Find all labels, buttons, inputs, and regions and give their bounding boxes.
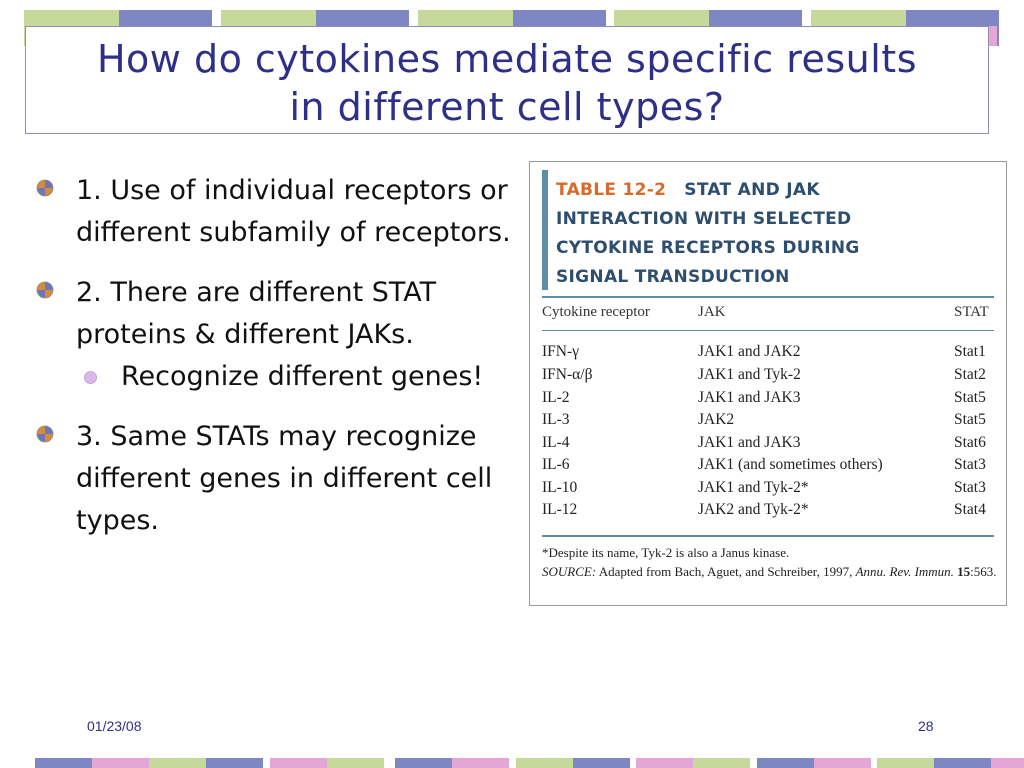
cell-receptor: IFN-γ bbox=[542, 343, 579, 360]
bullet-item-2 bbox=[36, 272, 536, 356]
cell-jak: JAK1 (and sometimes others) bbox=[698, 456, 883, 473]
bullet-sphere-icon bbox=[36, 179, 54, 197]
cell-receptor: IL-3 bbox=[542, 411, 570, 428]
source-journal: Annu. Rev. Immun. bbox=[855, 564, 954, 579]
table-row bbox=[530, 389, 1008, 412]
table-rule bbox=[542, 535, 994, 537]
table-row bbox=[530, 456, 1008, 479]
cell-jak: JAK2 and Tyk-2* bbox=[698, 501, 809, 518]
sub-bullet-item bbox=[76, 356, 536, 398]
slide-title bbox=[26, 35, 988, 131]
column-header-receptor: Cytokine receptor bbox=[542, 304, 650, 320]
cell-receptor: IL-2 bbox=[542, 389, 570, 406]
table-accent-bar bbox=[542, 170, 548, 290]
cell-receptor: IL-4 bbox=[542, 434, 570, 451]
table-header bbox=[542, 170, 1007, 290]
title-line-2: in different cell types? bbox=[289, 85, 725, 129]
table-row bbox=[530, 479, 1008, 502]
cell-stat: Stat2 bbox=[954, 366, 986, 383]
source-volume: 15 bbox=[957, 564, 971, 579]
cell-stat: Stat6 bbox=[954, 434, 986, 451]
table-footnote: *Despite its name, Tyk-2 is also a Janus kinase. bbox=[542, 545, 790, 560]
cell-jak: JAK1 and JAK3 bbox=[698, 434, 801, 451]
bullet-sphere-icon bbox=[36, 425, 54, 443]
cell-stat: Stat3 bbox=[954, 456, 986, 473]
bottom-decorative-band bbox=[0, 758, 1024, 768]
cell-receptor: IL-10 bbox=[542, 479, 578, 496]
cell-receptor: IL-12 bbox=[542, 501, 578, 518]
sub-bullet-dot-icon bbox=[84, 371, 97, 384]
source-text: Adapted from Bach, Aguet, and Schreiber, 1997, bbox=[598, 564, 853, 579]
table-row bbox=[530, 501, 1008, 524]
table-rule bbox=[542, 296, 994, 298]
cell-stat: Stat1 bbox=[954, 343, 986, 360]
cell-jak: JAK1 and JAK3 bbox=[698, 389, 801, 406]
bullet-sphere-icon bbox=[36, 281, 54, 299]
bullet-list bbox=[36, 170, 536, 560]
table-row bbox=[530, 343, 1008, 366]
table-row bbox=[530, 434, 1008, 457]
table-title bbox=[556, 176, 996, 292]
column-header-jak: JAK bbox=[698, 304, 726, 320]
column-header-stat: STAT bbox=[954, 304, 989, 320]
table-title-line-3: CYTOKINE RECEPTORS DURING bbox=[556, 238, 860, 258]
table-source bbox=[542, 562, 997, 581]
bullet-text-3: 3. Same STATs may recognize different genes in different cell types. bbox=[76, 421, 493, 536]
cell-jak: JAK1 and Tyk-2* bbox=[698, 479, 809, 496]
title-box bbox=[25, 26, 989, 134]
table-row bbox=[530, 411, 1008, 434]
bullet-text-1: 1. Use of individual receptors or different subfamily of receptors. bbox=[76, 175, 511, 248]
cell-stat: Stat5 bbox=[954, 389, 986, 406]
slide-date: 01/23/08 bbox=[87, 718, 142, 734]
title-line-1: How do cytokines mediate specific results bbox=[96, 37, 918, 81]
cell-stat: Stat3 bbox=[954, 479, 986, 496]
table-title-line-4: SIGNAL TRANSDUCTION bbox=[556, 267, 790, 287]
table-title-line-2: INTERACTION WITH SELECTED bbox=[556, 209, 852, 229]
table-number: TABLE 12-2 bbox=[556, 180, 667, 200]
source-label: SOURCE: bbox=[542, 564, 597, 579]
cell-receptor: IL-6 bbox=[542, 456, 570, 473]
table-title-line-1: STAT AND JAK bbox=[684, 180, 820, 200]
sub-bullet-text: Recognize different genes! bbox=[121, 361, 484, 392]
cell-stat: Stat4 bbox=[954, 501, 986, 518]
bullet-text-2: 2. There are different STAT proteins & different JAKs. bbox=[76, 277, 437, 350]
bullet-item-1 bbox=[36, 170, 536, 254]
cell-jak: JAK1 and Tyk-2 bbox=[698, 366, 801, 383]
cell-jak: JAK1 and JAK2 bbox=[698, 343, 801, 360]
table-rule bbox=[542, 330, 994, 331]
cytokine-table-figure bbox=[529, 161, 1007, 606]
cell-jak: JAK2 bbox=[698, 411, 735, 428]
source-pages: :563. bbox=[970, 564, 997, 579]
table-row bbox=[530, 366, 1008, 389]
cell-stat: Stat5 bbox=[954, 411, 986, 428]
bullet-item-3 bbox=[36, 416, 536, 542]
slide-page-number: 28 bbox=[918, 718, 934, 734]
cell-receptor: IFN-α/β bbox=[542, 366, 593, 383]
